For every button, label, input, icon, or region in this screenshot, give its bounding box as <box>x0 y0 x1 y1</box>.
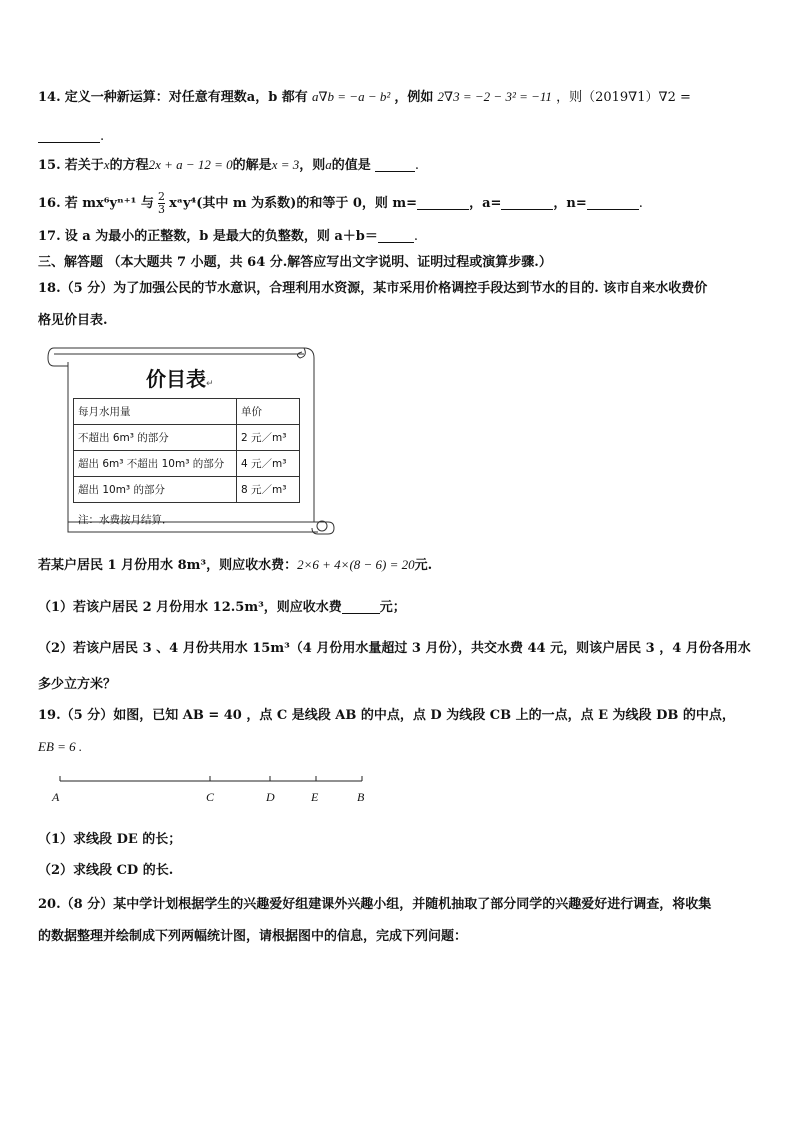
q15-text2: 的方程 <box>109 158 149 173</box>
q17-text: 设 a 为最小的正整数，b 是最大的负整数，则 a＋b＝ <box>64 229 378 244</box>
q15-tail: . <box>414 158 420 173</box>
table-cell: 超出 6m³ 不超出 10m³ 的部分 <box>74 451 237 477</box>
q17-tail: . <box>413 229 419 244</box>
q20-text-line1: 某中学计划根据学生的兴趣爱好组建课外兴趣小组，并随机抽取了部分同学的兴趣爱好进行调查，将收集 <box>113 897 712 912</box>
q18-example-text: 若某户居民 1 月份用水 8m³，则应收水费： <box>38 558 298 573</box>
q15-text1: 若关于 <box>64 158 104 173</box>
table-cell: 2 元／m³ <box>237 425 300 451</box>
q16-n-blank[interactable] <box>587 195 639 210</box>
q19-text-line2: EB = 6 . <box>38 739 83 754</box>
table-header-usage: 每月水用量 <box>74 399 237 425</box>
q18-text-line1: 为了加强公民的节水意识，合理利用水资源，某市采用价格调控手段达到节水的目的. 该市自来水收费价 <box>113 281 708 296</box>
q20-number: 20. <box>38 897 61 912</box>
q16-frac-denominator: 3 <box>158 203 166 216</box>
segment-diagram <box>58 770 368 790</box>
price-table-note: 注：水费按月结算． <box>78 514 173 526</box>
section-3-heading: 三、解答题 （本大题共 7 小题，共 64 分.解答应写出文字说明、证明过程或演算步骤.） <box>38 255 552 270</box>
q18-part1-suffix: 元； <box>379 600 406 615</box>
q15-number: 15. <box>38 158 61 173</box>
table-header-price: 单价 <box>237 399 300 425</box>
price-table-title-text: 价目表 <box>146 367 206 391</box>
q14-example: 2∇3 = −2 − 3² = −11 <box>437 89 552 104</box>
table-row <box>74 425 300 451</box>
q14-text1: 定义一种新运算：对任意有理数a，b 都有 <box>64 90 308 105</box>
q19-part2: （2）求线段 CD 的长. <box>38 863 174 878</box>
q18-part1-blank[interactable] <box>342 599 380 614</box>
q16-n-label: ，n= <box>553 196 587 211</box>
q17-line <box>38 228 418 246</box>
q18-part1 <box>38 599 406 617</box>
q14-answer-blank[interactable] <box>38 128 100 143</box>
q18-part1-prefix: （1）若该户居民 2 月份用水 12.5m³，则应收水费 <box>38 600 342 615</box>
q15-solution: x = 3 <box>271 157 300 172</box>
q16-frac-numerator: 2 <box>158 190 166 203</box>
q20-text-line2: 的数据整理并绘制成下列两幅统计图，请根据图中的信息，完成下列问题： <box>38 929 468 944</box>
q15-answer-blank[interactable] <box>375 157 415 172</box>
price-table-title <box>146 363 214 392</box>
q15-var2: a <box>325 157 332 172</box>
q20-line1 <box>38 896 711 914</box>
table-row <box>74 399 300 425</box>
point-label-b: B <box>357 790 365 804</box>
q14-text2: ，例如 <box>394 90 434 105</box>
q16-a-blank[interactable] <box>501 195 553 210</box>
q16-fraction <box>158 191 165 216</box>
q18-example-unit: 元. <box>414 558 433 573</box>
table-cell: 不超出 6m³ 的部分 <box>74 425 237 451</box>
q14-text3: ，则（2019∇1）∇2 = <box>556 90 691 105</box>
q18-example <box>38 556 432 575</box>
q19-number: 19. <box>38 708 61 723</box>
q16-line <box>38 191 643 216</box>
q15-text4: ，则 <box>299 158 326 173</box>
q17-number: 17. <box>38 229 61 244</box>
table-cell: 4 元／m³ <box>237 451 300 477</box>
q14-number: 14. <box>38 90 61 105</box>
q14-formula: a∇b = −a − b² <box>311 89 391 104</box>
q14-line1 <box>38 88 691 107</box>
table-row <box>74 477 300 503</box>
q17-answer-blank[interactable] <box>378 228 414 243</box>
q18-example-calc: 2×6 + 4×(8 − 6) = 20 <box>297 557 415 572</box>
price-table <box>73 398 300 503</box>
q15-var: x <box>103 157 110 172</box>
table-row <box>74 451 300 477</box>
q19-text-line1: 如图，已知 AB = 40 ，点 C 是线段 AB 的中点，点 D 为线段 CB 上的一点，点 E 为线段 DB 的中点， <box>113 708 735 723</box>
q16-number: 16. <box>38 196 61 211</box>
q16-m-blank[interactable] <box>417 195 469 210</box>
q15-line <box>38 156 419 175</box>
q18-score: （5 分） <box>60 281 114 296</box>
q20-score: （8 分） <box>60 897 114 912</box>
q19-score: （5 分） <box>60 708 114 723</box>
q16-tail: . <box>638 196 643 211</box>
point-label-d: D <box>266 790 275 804</box>
q15-equation: 2x + a − 12 = 0 <box>148 157 233 172</box>
q18-line1 <box>38 280 707 298</box>
q18-number: 18. <box>38 281 61 296</box>
q19-line1 <box>38 707 735 725</box>
q14-tail: . <box>100 129 105 144</box>
q16-a-label: ，a= <box>469 196 502 211</box>
point-label-e: E <box>311 790 319 804</box>
q14-line2 <box>38 128 104 146</box>
q18-part2-line1: （2）若该户居民 3 、4 月份共用水 15m³（4 月份用水量超过 3 月份），共交水费 44 元，则该户居民 3 ，4 月份各用水 <box>38 641 751 656</box>
q15-text5: 的值是 <box>331 158 371 173</box>
q16-text1: 若 mx⁶yⁿ⁺¹ 与 <box>64 196 154 211</box>
point-label-c: C <box>206 790 215 804</box>
q19-part1: （1）求线段 DE 的长； <box>38 832 182 847</box>
q18-part2-line2: 多少立方米？ <box>38 677 117 692</box>
q16-text2: xᵃy⁴(其中 m 为系数)的和等于 0，则 m= <box>169 196 418 211</box>
q15-text3: 的解是 <box>232 158 272 173</box>
table-cell: 8 元／m³ <box>237 477 300 503</box>
q18-text-line2: 格见价目表. <box>38 313 108 328</box>
table-cell: 超出 10m³ 的部分 <box>74 477 237 503</box>
return-mark-icon: ↵ <box>206 379 214 389</box>
point-label-a: A <box>52 790 60 804</box>
